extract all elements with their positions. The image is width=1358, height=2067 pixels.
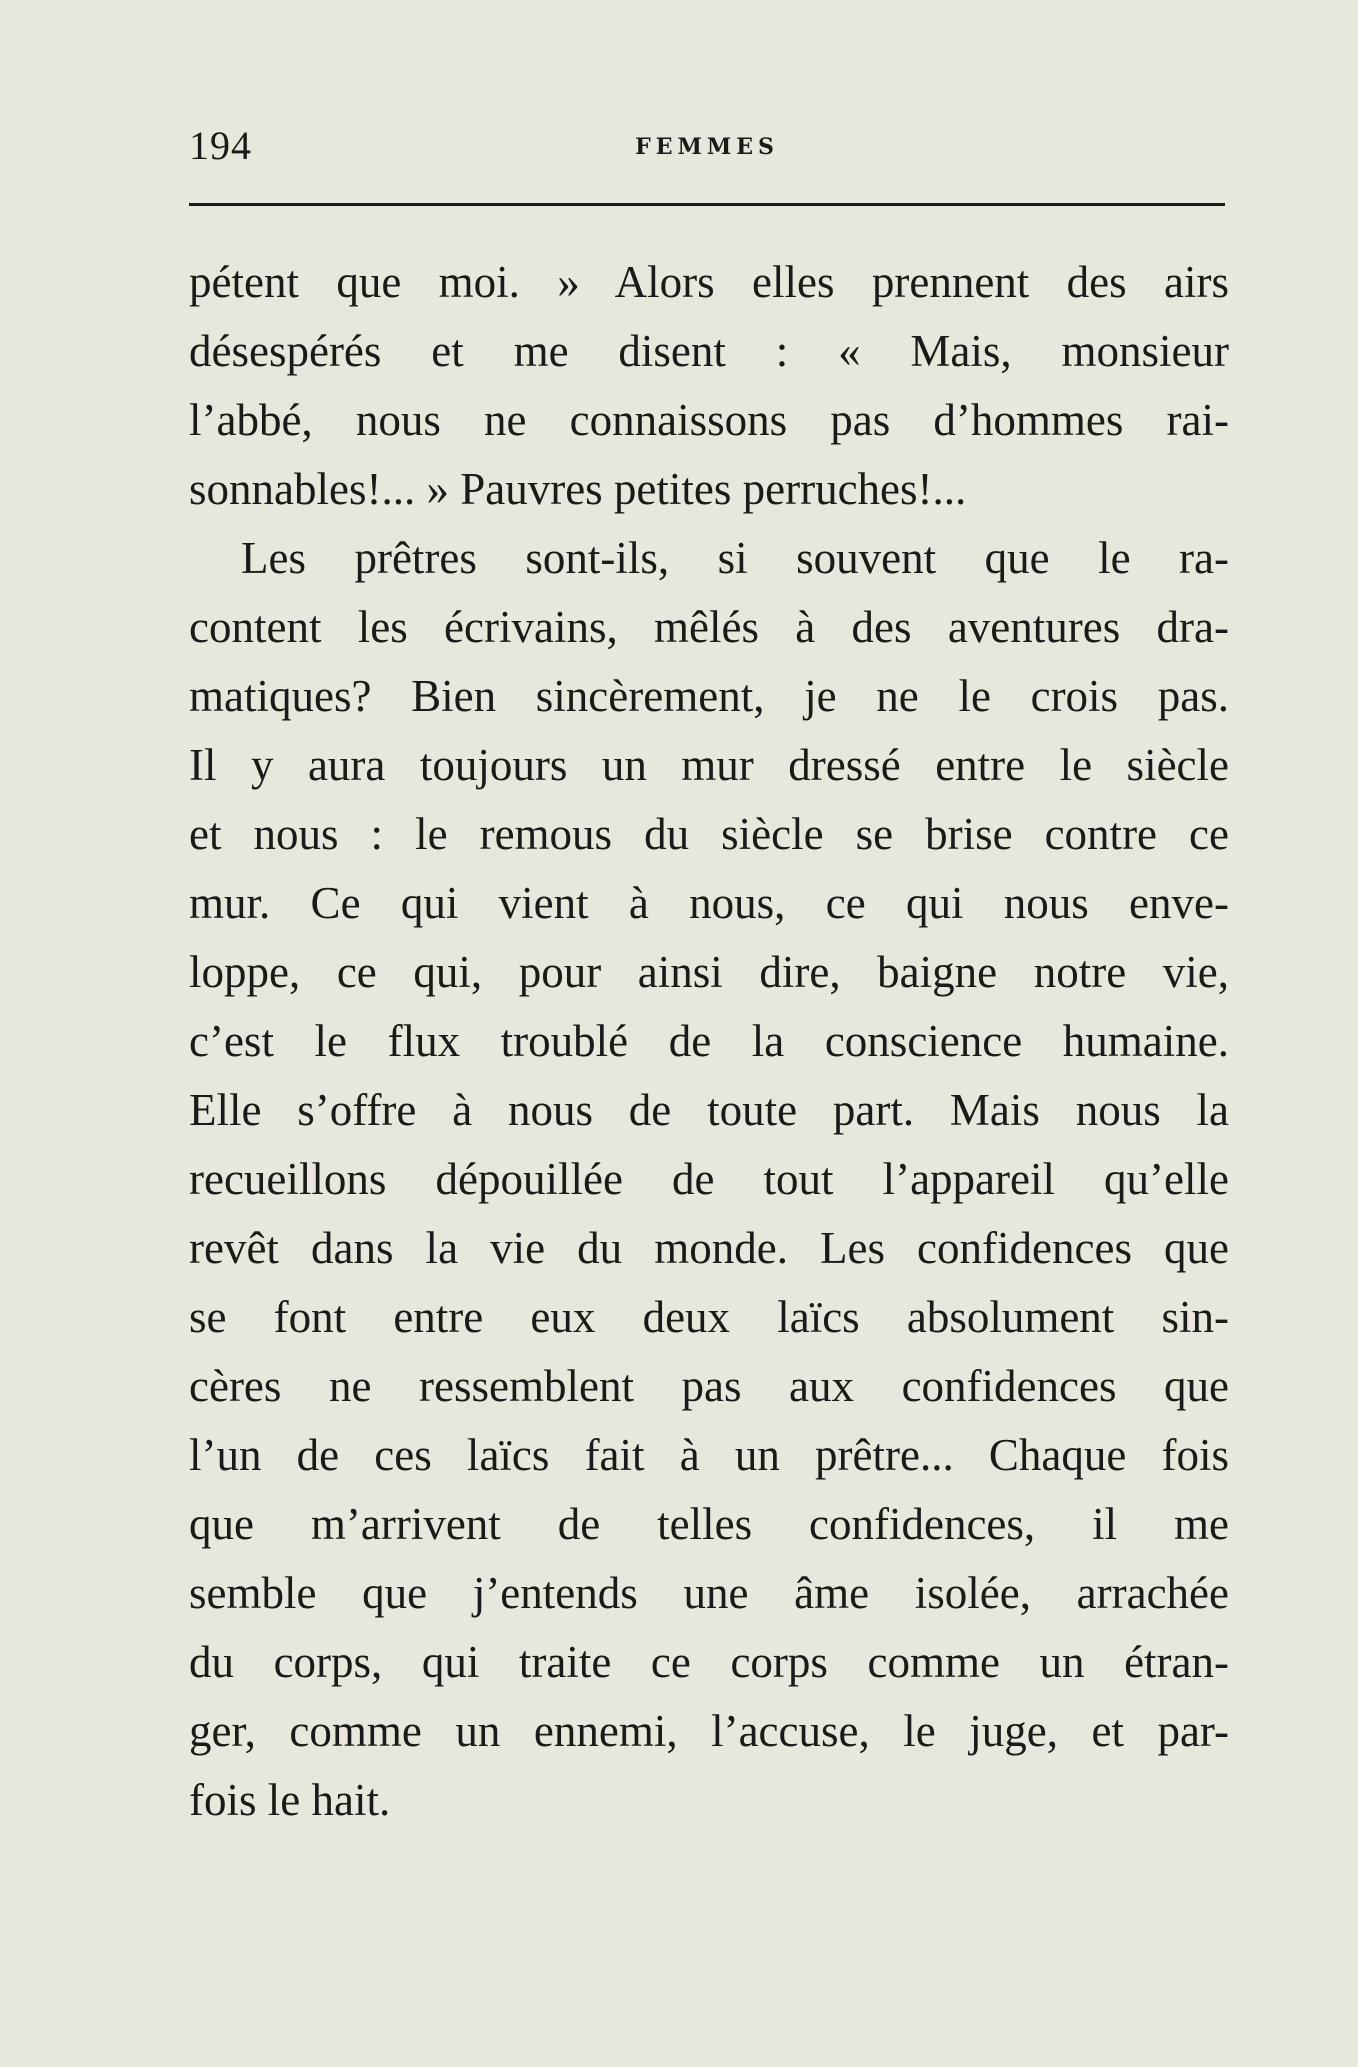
text-line: ger, comme un ennemi, l’accuse, le juge, et par- <box>189 1706 1229 1756</box>
page-number: 194 <box>189 123 252 168</box>
text-line: matiques? Bien sincèrement, je ne le crois pas. <box>189 671 1229 721</box>
text-line: et nous : le remous du siècle se brise contre ce <box>189 809 1229 859</box>
text-line: l’abbé, nous ne connaissons pas d’hommes rai- <box>189 395 1229 445</box>
text-line: revêt dans la vie du monde. Les confidences que <box>189 1223 1229 1273</box>
text-line: mur. Ce qui vient à nous, ce qui nous enve- <box>189 878 1229 928</box>
text-line: Elle s’offre à nous de toute part. Mais nous la <box>189 1085 1229 1135</box>
text-line: que m’arrivent de telles confidences, il me <box>189 1499 1229 1549</box>
body-text <box>189 248 1229 1835</box>
text-line: loppe, ce qui, pour ainsi dire, baigne notre vie, <box>189 947 1229 997</box>
text-line: pétent que moi. » Alors elles prennent des airs <box>189 257 1229 307</box>
text-line: recueillons dépouillée de tout l’appareil qu’elle <box>189 1154 1229 1204</box>
text-line: Les prêtres sont-ils, si souvent que le ra- <box>241 533 1229 583</box>
text-line: content les écrivains, mêlés à des aventures dra- <box>189 602 1229 652</box>
text-line: c’est le flux troublé de la conscience humaine. <box>189 1016 1229 1066</box>
text-line: du corps, qui traite ce corps comme un étran- <box>189 1637 1229 1687</box>
text-line: semble que j’entends une âme isolée, arrachée <box>189 1568 1229 1618</box>
text-line: se font entre eux deux laïcs absolument sin- <box>189 1292 1229 1342</box>
header-rule <box>189 203 1225 206</box>
text-line: fois le hait. <box>189 1775 391 1825</box>
text-line: Il y aura toujours un mur dressé entre le siècle <box>189 740 1229 790</box>
text-line: l’un de ces laïcs fait à un prêtre... Chaque fois <box>189 1430 1229 1480</box>
text-line: sonnables!... » Pauvres petites perruches!... <box>189 464 967 514</box>
text-line: cères ne ressemblent pas aux confidences que <box>189 1361 1229 1411</box>
page-header <box>189 122 1225 182</box>
running-head: FEMMES <box>635 134 779 160</box>
text-line: désespérés et me disent : « Mais, monsieur <box>189 326 1229 376</box>
